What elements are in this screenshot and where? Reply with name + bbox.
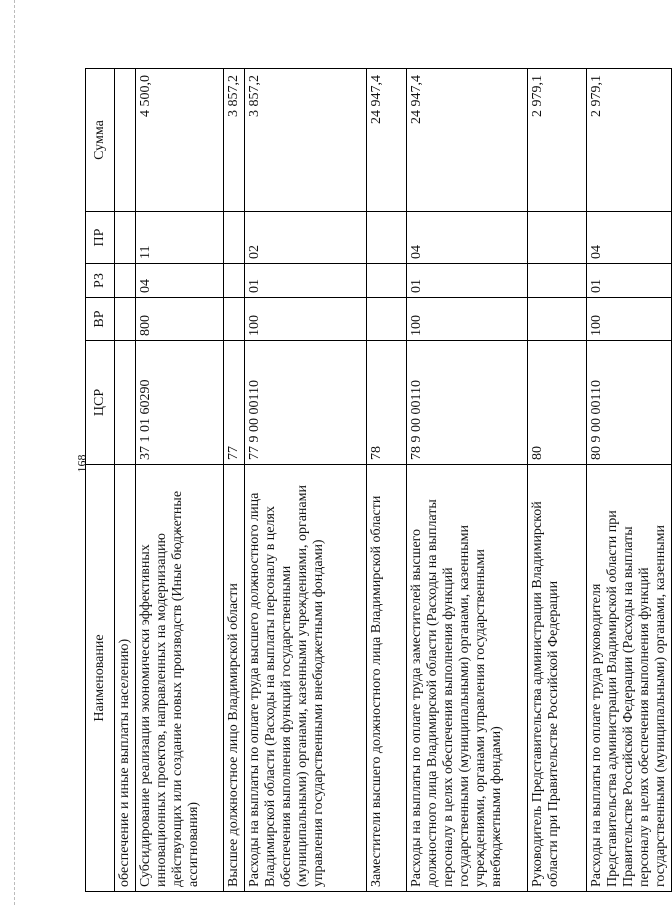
cell-sum: 24 947,4 <box>407 69 528 212</box>
table-row <box>587 69 672 892</box>
budget-table-rotated <box>85 69 668 892</box>
cell-sum: 24 947,4 <box>367 69 407 212</box>
cell-pr <box>367 212 407 264</box>
table-row <box>115 69 136 892</box>
cell-rz <box>367 264 407 298</box>
cell-sum: 3 857,2 <box>224 69 245 212</box>
cell-name: Расходы на выплаты по оплате труда руководителя Представительства администрации Владимирской области при Правительстве Российской Федерации (Расходы на выплаты персоналу в целях обеспечения выполнения функций государственными (муниципальными) органами, казенными <box>587 465 672 892</box>
cell-vr: 800 <box>136 298 224 341</box>
cell-csr <box>115 341 136 465</box>
cell-csr: 78 <box>367 341 407 465</box>
cell-sum: 3 857,2 <box>245 69 367 212</box>
cell-csr: 37 1 01 60290 <box>136 341 224 465</box>
cell-vr <box>367 298 407 341</box>
cell-vr: 100 <box>245 298 367 341</box>
cell-sum <box>115 69 136 212</box>
cell-csr: 78 9 00 00110 <box>407 341 528 465</box>
cell-name: обеспечение и иные выплаты населению) <box>115 465 136 892</box>
cell-csr: 77 9 00 00110 <box>245 341 367 465</box>
cell-rz <box>224 264 245 298</box>
cell-vr: 100 <box>587 298 672 341</box>
cell-name: Субсидирование реализации экономически эффективных инновационных проектов, направленных на модернизацию действующих или создание новых производств (Иные бюджетные ассигнования) <box>136 465 224 892</box>
table-row <box>136 69 224 892</box>
page-number: 168 <box>74 454 89 473</box>
cell-pr <box>115 212 136 264</box>
table-row <box>407 69 528 892</box>
cell-name: Расходы на выплаты по оплате труда высшего должностного лица Владимирской области (Расходы на выплаты персоналу в целях обеспечения выполнения функций государственными (муниципальными) органами, казенными учреждениями, органами управления государственными внебюджетными фондами) <box>245 465 367 892</box>
cell-csr: 80 9 00 00110 <box>587 341 672 465</box>
cell-pr: 02 <box>245 212 367 264</box>
cell-sum: 4 500,0 <box>136 69 224 212</box>
cell-rz: 01 <box>407 264 528 298</box>
cell-name: Расходы на выплаты по оплате труда заместителей высшего должностного лица Владимирской области (Расходы на выплаты персоналу в целях обеспечения выполнения функций государственными (муниципальными) органами, казенными учреждениями, органами управления государственными внебюджетными фондами) <box>407 465 528 892</box>
header-sum: Сумма <box>86 69 115 212</box>
cell-csr: 80 <box>528 341 587 465</box>
header-pr: ПР <box>86 212 115 264</box>
cell-name: Высшее должностное лицо Владимирской области <box>224 465 245 892</box>
header-rz: РЗ <box>86 264 115 298</box>
binding-margin-line <box>14 0 15 905</box>
cell-pr: 04 <box>587 212 672 264</box>
budget-table <box>85 68 672 892</box>
table-row <box>528 69 587 892</box>
header-name: Наименование <box>86 465 115 892</box>
table-row <box>245 69 367 892</box>
cell-rz: 04 <box>136 264 224 298</box>
cell-pr: 04 <box>407 212 528 264</box>
table-header-row <box>86 69 115 892</box>
header-vr: ВР <box>86 298 115 341</box>
table-row <box>224 69 245 892</box>
cell-rz: 01 <box>245 264 367 298</box>
cell-sum: 2 979,1 <box>528 69 587 212</box>
cell-pr <box>528 212 587 264</box>
cell-rz: 01 <box>587 264 672 298</box>
cell-rz <box>528 264 587 298</box>
cell-pr: 11 <box>136 212 224 264</box>
cell-rz <box>115 264 136 298</box>
cell-vr <box>528 298 587 341</box>
cell-name: Руководитель Представительства администрации Владимирской области при Правительстве Российской Федерации <box>528 465 587 892</box>
header-csr: ЦСР <box>86 341 115 465</box>
cell-vr <box>115 298 136 341</box>
cell-vr <box>224 298 245 341</box>
cell-name: Заместители высшего должностного лица Владимирской области <box>367 465 407 892</box>
cell-vr: 100 <box>407 298 528 341</box>
cell-sum: 2 979,1 <box>587 69 672 212</box>
cell-csr: 77 <box>224 341 245 465</box>
table-row <box>367 69 407 892</box>
cell-pr <box>224 212 245 264</box>
